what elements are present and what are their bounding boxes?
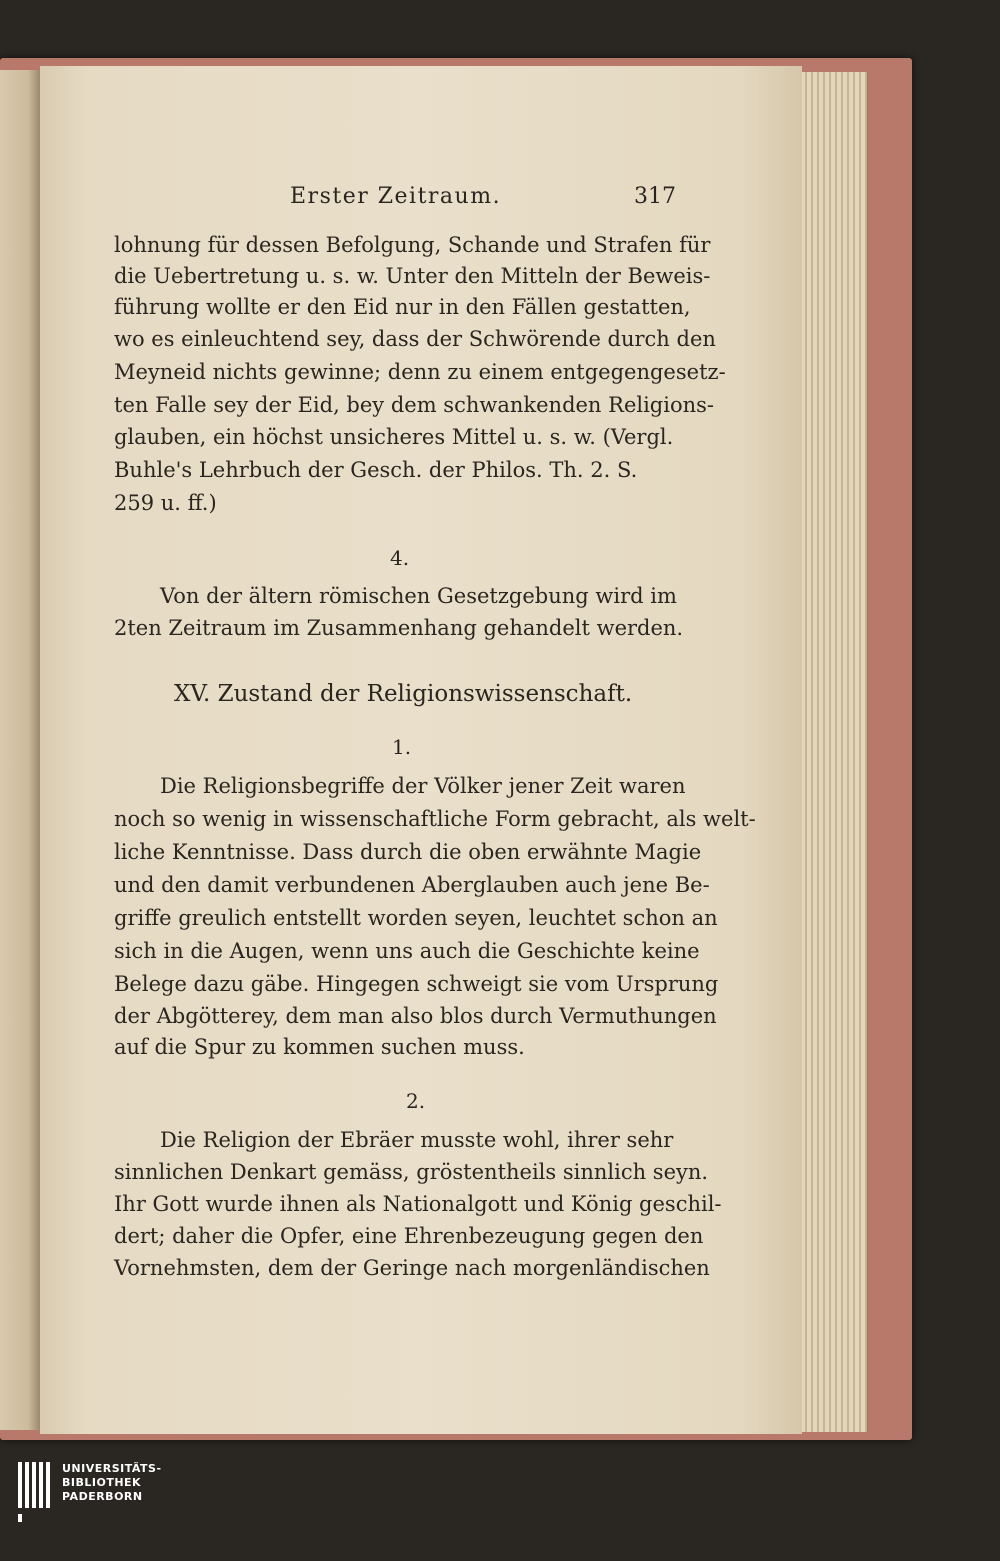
chapter-title: XV. Zustand der Religionswissenschaft.	[174, 681, 633, 707]
library-logo	[18, 1462, 178, 1542]
section-number: 2.	[406, 1089, 426, 1113]
library-logo-text	[62, 1462, 182, 1504]
library-logo-icon	[18, 1462, 52, 1522]
text-line: liche Kenntnisse. Dass durch die oben erwähnte Magie	[114, 840, 702, 864]
text-line: auf die Spur zu kommen suchen muss.	[114, 1035, 525, 1059]
text-line: 2ten Zeitraum im Zusammenhang gehandelt werden.	[114, 616, 684, 640]
text-line: 259 u. ff.)	[114, 491, 217, 515]
logo-line: UNIVERSITÄTS-	[62, 1462, 162, 1475]
text-line: Vornehmsten, dem der Geringe nach morgenländischen	[114, 1256, 710, 1280]
logo-line: PADERBORN	[62, 1490, 143, 1503]
text-line: ten Falle sey der Eid, bey dem schwankenden Religions-	[114, 393, 715, 417]
text-line: lohnung für dessen Befolgung, Schande und Strafen für	[114, 233, 711, 257]
text-line: der Abgötterey, dem man also blos durch Vermuthungen	[114, 1004, 717, 1028]
section-number: 1.	[392, 735, 412, 759]
text-line: führung wollte er den Eid nur in den Fällen gestatten,	[114, 295, 691, 319]
text-line: Meyneid nichts gewinne; denn zu einem entgegengesetz-	[114, 360, 726, 384]
text-line: und den damit verbundenen Aberglauben auch jene Be-	[114, 873, 710, 897]
text-line: noch so wenig in wissenschaftliche Form gebracht, als welt-	[114, 807, 756, 831]
text-line: Die Religionsbegriffe der Völker jener Zeit waren	[160, 774, 686, 798]
section-number: 4.	[390, 546, 410, 570]
page-number: 317	[634, 184, 676, 209]
text-line: Buhle's Lehrbuch der Gesch. der Philos. Th. 2. S.	[114, 458, 638, 482]
text-line: Von der ältern römischen Gesetzgebung wird im	[160, 584, 677, 608]
running-title: Erster Zeitraum.	[290, 184, 502, 209]
text-line: Ihr Gott wurde ihnen als Nationalgott und König geschil-	[114, 1192, 722, 1216]
text-line: Belege dazu gäbe. Hingegen schweigt sie vom Ursprung	[114, 972, 719, 996]
text-line: sinnlichen Denkart gemäss, gröstentheils sinnlich seyn.	[114, 1160, 709, 1184]
text-line: die Uebertretung u. s. w. Unter den Mitteln der Beweis-	[114, 264, 711, 288]
text-line: sich in die Augen, wenn uns auch die Geschichte keine	[114, 939, 700, 963]
text-line: griffe greulich entstellt worden seyen, leuchtet schon an	[114, 906, 718, 930]
text-line: dert; daher die Opfer, eine Ehrenbezeugung gegen den	[114, 1224, 704, 1248]
logo-line: BIBLIOTHEK	[62, 1476, 142, 1489]
text-line: wo es einleuchtend sey, dass der Schwörende durch den	[114, 327, 716, 351]
text-line: glauben, ein höchst unsicheres Mittel u. s. w. (Vergl.	[114, 425, 674, 449]
text-line: Die Religion der Ebräer musste wohl, ihrer sehr	[160, 1128, 674, 1152]
